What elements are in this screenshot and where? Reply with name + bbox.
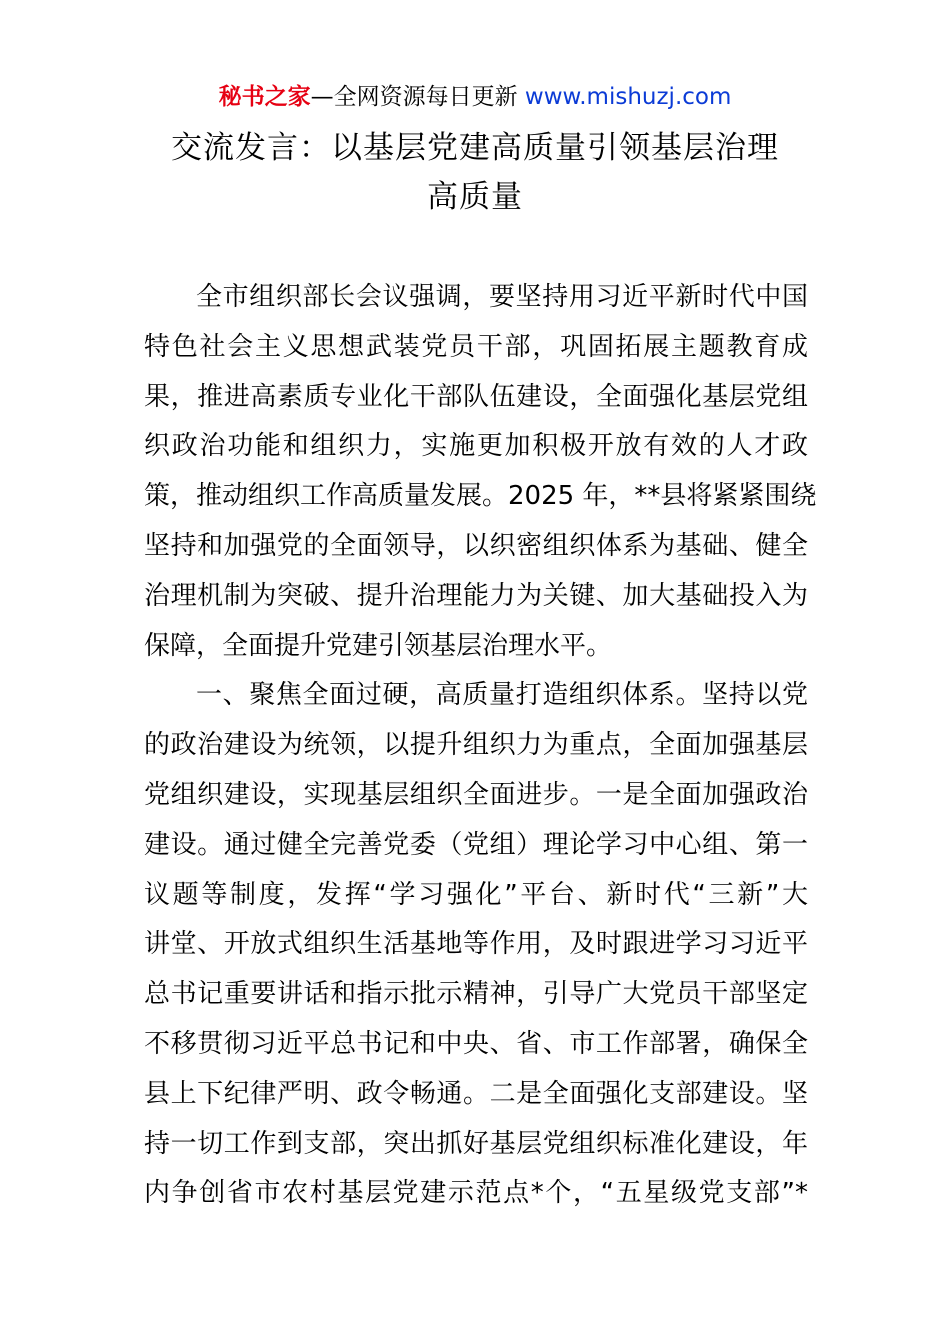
paragraph-line: 讲堂、开放式组织生活基地等作用，及时跟进学习习近平 xyxy=(144,929,808,960)
paragraph-line: 治理机制为突破、提升治理能力为关键、加大基础投入为 xyxy=(144,580,808,611)
document-title xyxy=(0,124,950,222)
paragraph-line: 不移贯彻习近平总书记和中央、省、市工作部署，确保全 xyxy=(144,1028,808,1059)
paragraph-line: 一、聚焦全面过硬，高质量打造组织体系。坚持以党 xyxy=(196,680,808,711)
paragraph-line: 特色社会主义思想武装党员干部，巩固拓展主题教育成 xyxy=(144,331,808,362)
paragraph-line: 全市组织部长会议强调，要坚持用习近平新时代中国 xyxy=(196,282,808,312)
paragraph-line: 织政治功能和组织力，实施更加积极开放有效的人才政 xyxy=(144,431,808,462)
site-url-link[interactable]: www.mishuzj.com xyxy=(524,84,732,110)
paragraph-line: 总书记重要讲话和指示批示精神，引导广大党员干部坚定 xyxy=(144,979,808,1010)
paragraph-line: 持一切工作到支部，突出抓好基层党组织标准化建设，年 xyxy=(144,1128,808,1159)
paragraph-line: 议题等制度，发挥“学习强化”平台、新时代“三新”大 xyxy=(144,879,808,910)
title-line-2: 高质量 xyxy=(427,179,523,215)
paragraph-line: 党组织建设，实现基层组织全面进步。一是全面加强政治 xyxy=(144,779,808,810)
title-line-1: 交流发言：以基层党建高质量引领基层治理 xyxy=(171,130,779,166)
paragraph-line: 策，推动组织工作高质量发展。2025 年，**县将紧紧围绕 xyxy=(144,481,817,512)
site-header xyxy=(0,82,950,112)
paragraph-line: 内争创省市农村基层党建示范点*个，“五星级党支部”* xyxy=(144,1178,808,1209)
site-tagline: —全网资源每日更新 xyxy=(310,84,525,110)
paragraph-2 xyxy=(144,671,808,1219)
document-body xyxy=(144,273,817,1219)
paragraph-line: 建设。通过健全完善党委（党组）理论学习中心组、第一 xyxy=(144,829,808,860)
paragraph-1 xyxy=(144,273,817,671)
paragraph-line: 县上下纪律严明、政令畅通。二是全面强化支部建设。坚 xyxy=(144,1078,808,1109)
paragraph-line: 果，推进高素质专业化干部队伍建设，全面强化基层党组 xyxy=(144,381,808,412)
paragraph-line: 保障，全面提升党建引领基层治理水平。 xyxy=(144,630,613,661)
paragraph-line: 坚持和加强党的全面领导，以织密组织体系为基础、健全 xyxy=(144,530,808,561)
site-brand: 秘书之家 xyxy=(218,84,311,110)
paragraph-line: 的政治建设为统领，以提升组织力为重点，全面加强基层 xyxy=(144,730,808,761)
